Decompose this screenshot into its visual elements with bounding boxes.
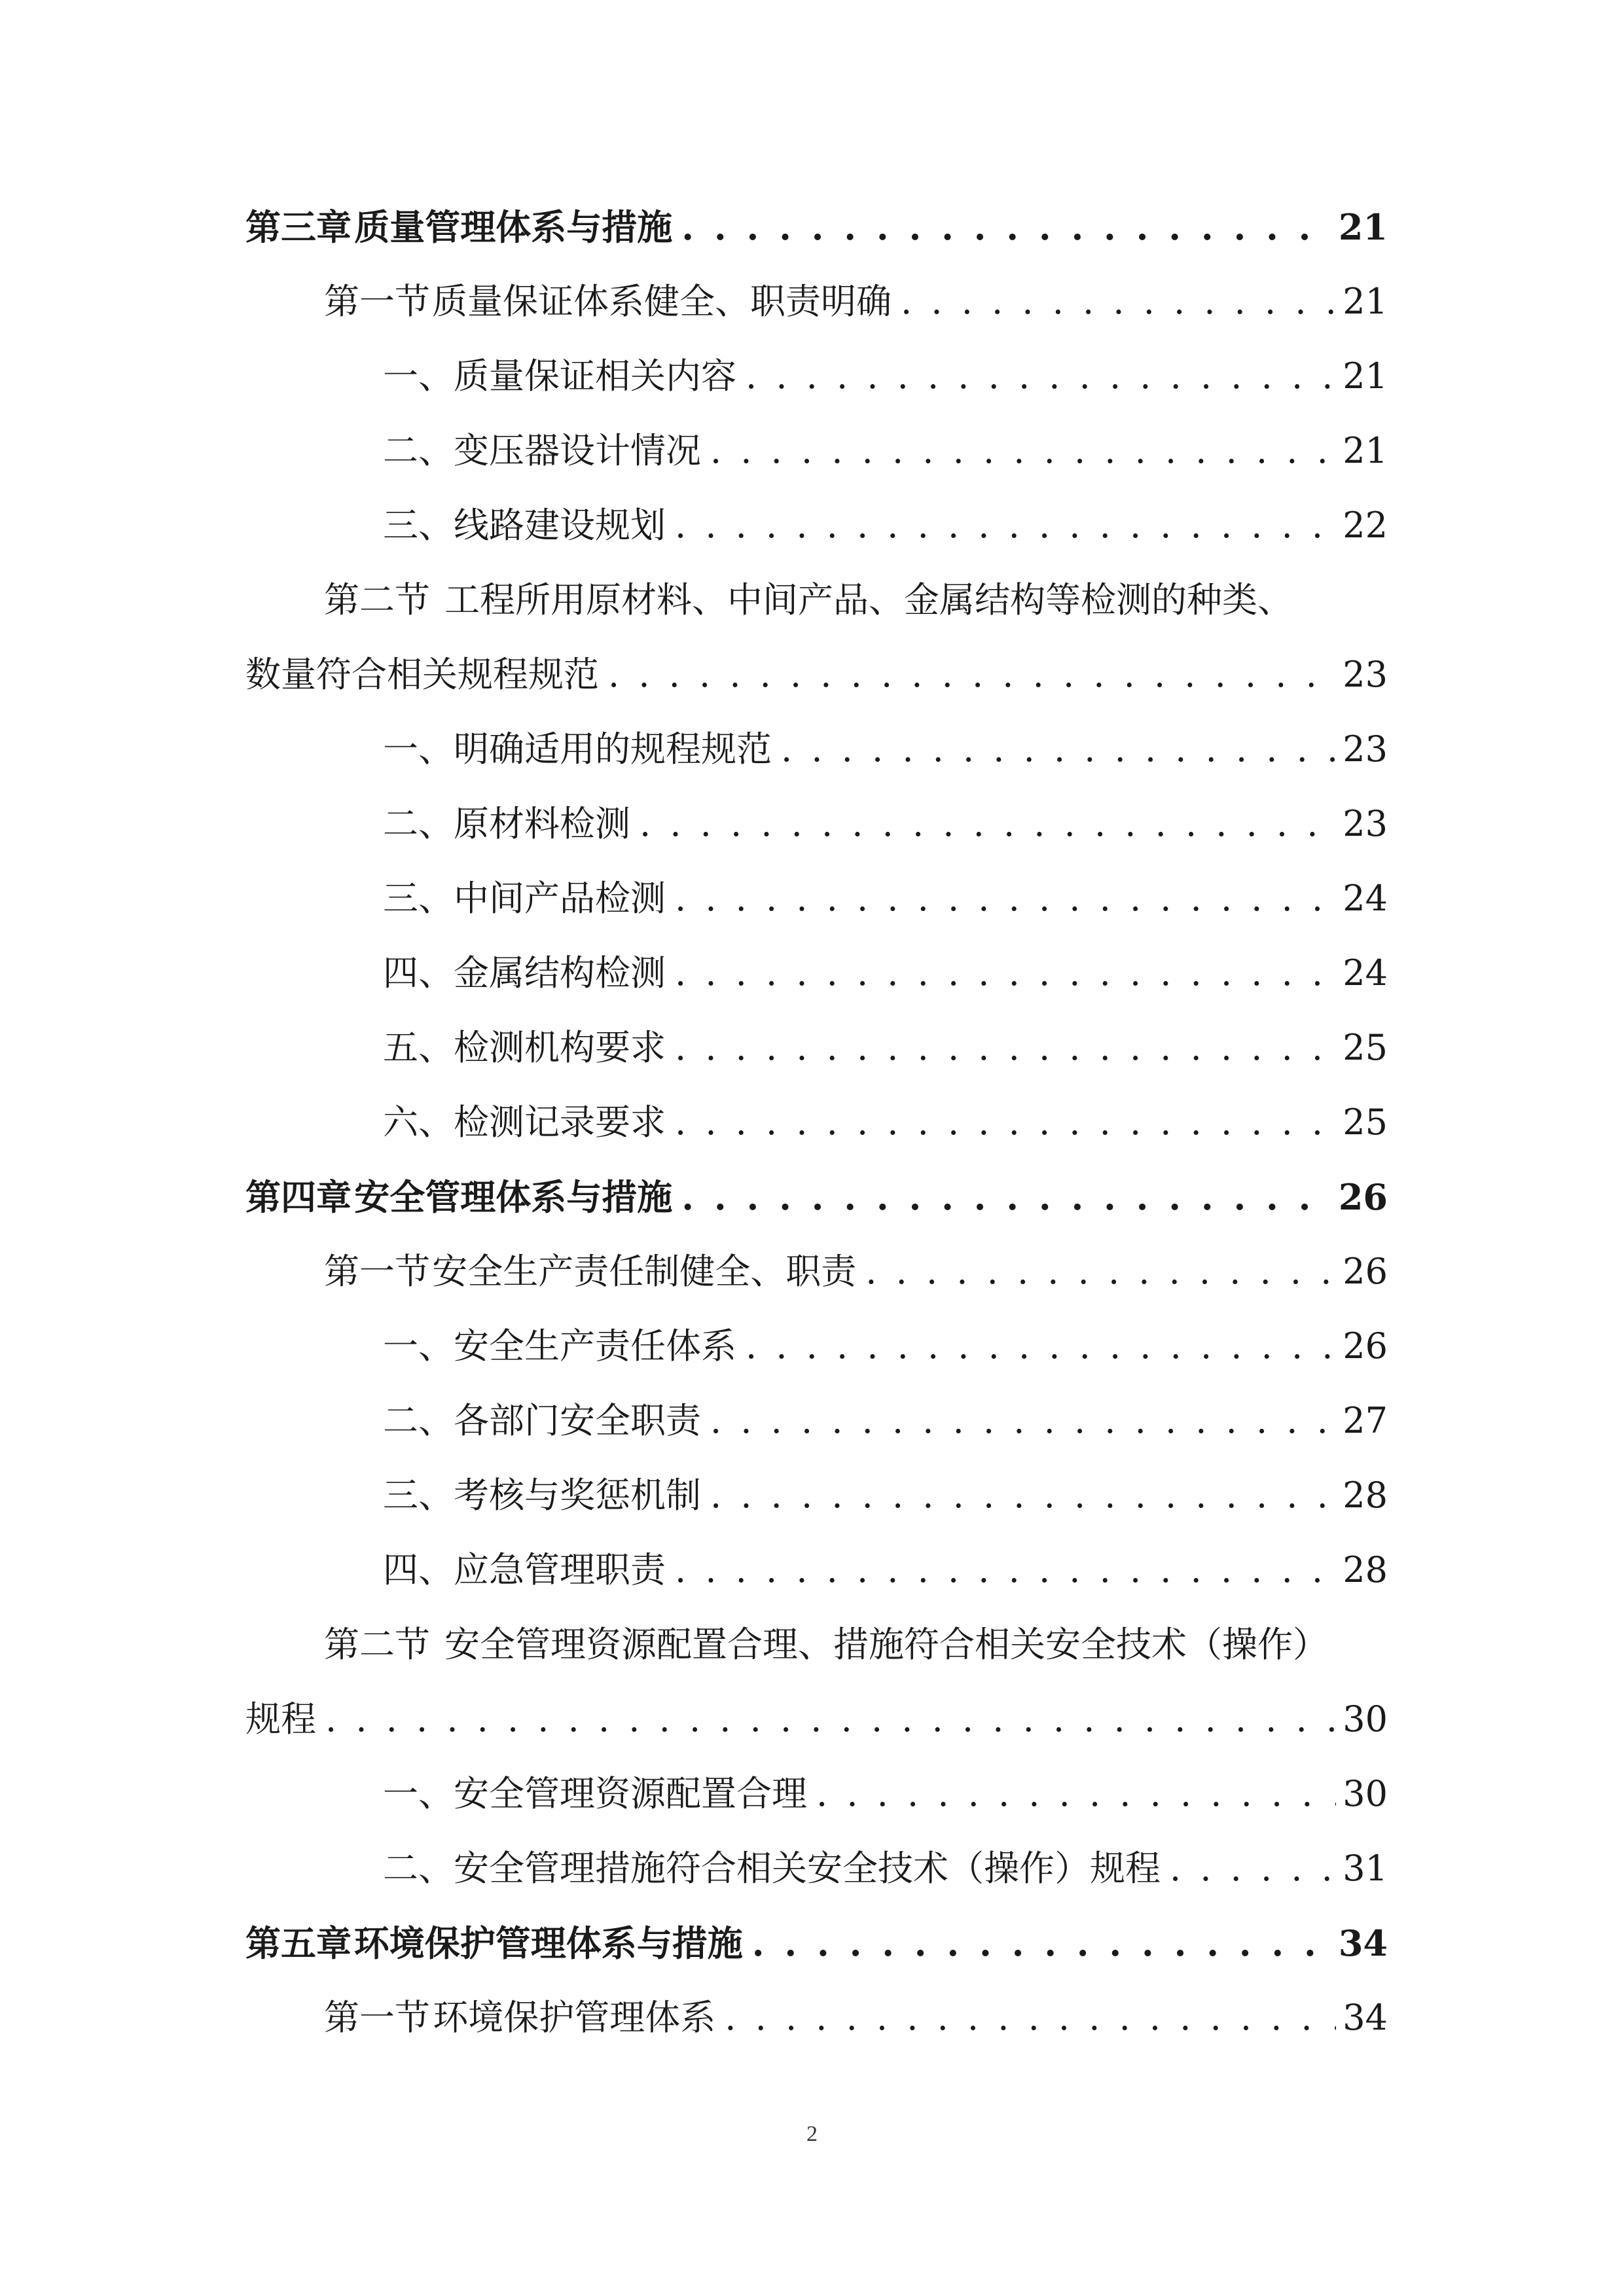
toc-leader-dots — [710, 1458, 1336, 1533]
toc-entry-page: 23 — [1343, 654, 1388, 695]
toc-item-4-2-2[interactable] — [245, 1831, 1388, 1906]
toc-entry-title: 工程所用原材料、中间产品、金属结构等检测的种类、 — [444, 579, 1293, 620]
toc-item-3-2-2[interactable] — [245, 787, 1388, 861]
toc-entry-prefix: 三、 — [383, 1475, 454, 1516]
toc-entry-prefix: 三、 — [383, 878, 454, 919]
toc-entry-prefix: 一、 — [383, 355, 454, 397]
toc-entry-prefix: 第一节 — [324, 1997, 430, 2038]
toc-leader-dots — [816, 1757, 1336, 1831]
toc-entry-prefix: 四、 — [383, 952, 454, 994]
toc-leader-dots — [675, 1011, 1336, 1085]
table-of-contents — [245, 190, 1388, 2055]
toc-entry-page: 25 — [1343, 1102, 1388, 1143]
toc-item-4-1-2[interactable] — [245, 1384, 1388, 1458]
toc-leader-dots — [675, 1533, 1336, 1607]
toc-leader-dots — [675, 1085, 1336, 1160]
toc-entry-title: 检测记录要求 — [454, 1102, 666, 1143]
toc-leader-dots — [675, 488, 1336, 563]
toc-entry-page: 24 — [1343, 878, 1388, 919]
toc-item-4-1-1[interactable] — [245, 1309, 1388, 1384]
toc-entry-page: 28 — [1343, 1549, 1388, 1590]
toc-entry-prefix: 第一节 — [324, 281, 430, 322]
toc-leader-dots — [1170, 1831, 1336, 1906]
toc-leader-dots — [752, 1906, 1332, 1981]
toc-leader-dots — [681, 1160, 1332, 1234]
toc-leader-dots — [608, 637, 1336, 712]
toc-entry-title: 质量保证体系健全、职责明确 — [432, 281, 892, 322]
toc-entry-prefix: 六、 — [383, 1102, 454, 1143]
toc-item-4-1-3[interactable] — [245, 1458, 1388, 1533]
toc-chapter-4[interactable] — [245, 1160, 1388, 1234]
toc-entry-page: 21 — [1343, 281, 1388, 322]
toc-entry-page: 31 — [1343, 1848, 1388, 1889]
toc-item-3-2-3[interactable] — [245, 861, 1388, 936]
toc-entry-prefix: 五、 — [383, 1027, 454, 1068]
toc-entry-page: 21 — [1338, 206, 1388, 248]
toc-entry-title-continued: 规程 — [245, 1698, 316, 1740]
toc-section-4-2[interactable] — [245, 1607, 1388, 1757]
toc-entry-prefix: 二、 — [383, 1848, 454, 1889]
toc-entry-title: 安全管理资源配置合理 — [454, 1773, 807, 1814]
toc-entry-page: 23 — [1343, 728, 1388, 770]
toc-entry-prefix: 一、 — [383, 1325, 454, 1367]
toc-entry-title-continued: 数量符合相关规程规范 — [245, 654, 599, 695]
toc-item-4-1-4[interactable] — [245, 1533, 1388, 1607]
toc-chapter-3[interactable] — [245, 190, 1388, 264]
toc-entry-page: 28 — [1343, 1475, 1388, 1516]
toc-leader-dots — [746, 1309, 1336, 1384]
toc-entry-prefix: 第三章 — [245, 206, 352, 248]
toc-entry-prefix: 一、 — [383, 728, 454, 770]
toc-entry-title: 中间产品检测 — [454, 878, 666, 919]
toc-item-3-2-1[interactable] — [245, 712, 1388, 787]
toc-item-3-2-4[interactable] — [245, 936, 1388, 1011]
toc-entry-prefix: 第五章 — [245, 1922, 352, 1964]
toc-entry-page: 23 — [1343, 803, 1388, 844]
toc-leader-dots — [901, 264, 1336, 339]
toc-leader-dots — [746, 339, 1336, 414]
toc-leader-dots — [675, 936, 1336, 1011]
toc-item-3-1-3[interactable] — [245, 488, 1388, 563]
toc-entry-prefix: 二、 — [383, 803, 454, 844]
toc-entry-page: 34 — [1343, 1997, 1388, 2038]
toc-entry-title: 检测机构要求 — [454, 1027, 666, 1068]
toc-leader-dots — [710, 1384, 1336, 1458]
toc-entry-page: 21 — [1343, 430, 1388, 471]
toc-item-3-1-1[interactable] — [245, 339, 1388, 414]
toc-entry-title: 质量管理体系与措施 — [354, 206, 673, 248]
toc-entry-title: 线路建设规划 — [454, 505, 666, 546]
toc-entry-page: 26 — [1343, 1251, 1388, 1292]
toc-section-5-1[interactable] — [245, 1981, 1388, 2055]
toc-entry-title: 原材料检测 — [454, 803, 630, 844]
toc-entry-prefix: 二、 — [383, 430, 454, 471]
toc-entry-prefix: 第四章 — [245, 1176, 352, 1218]
page-number: 2 — [806, 2122, 818, 2146]
toc-entry-prefix: 二、 — [383, 1400, 454, 1441]
toc-entry-page: 34 — [1338, 1922, 1388, 1964]
toc-entry-title: 各部门安全职责 — [454, 1400, 701, 1441]
toc-entry-page: 30 — [1343, 1698, 1388, 1740]
toc-leader-dots — [681, 190, 1332, 264]
toc-item-3-2-6[interactable] — [245, 1085, 1388, 1160]
toc-leader-dots — [325, 1682, 1336, 1757]
toc-entry-title: 环境保护管理体系 — [433, 1997, 716, 2038]
toc-section-3-2[interactable] — [245, 563, 1388, 712]
toc-item-3-2-5[interactable] — [245, 1011, 1388, 1085]
toc-entry-title: 金属结构检测 — [454, 952, 666, 994]
toc-entry-page: 26 — [1343, 1325, 1388, 1367]
toc-entry-prefix: 第一节 — [324, 1251, 430, 1292]
toc-entry-title: 变压器设计情况 — [454, 430, 701, 471]
toc-leader-dots — [865, 1234, 1336, 1309]
toc-leader-dots — [781, 712, 1336, 787]
toc-entry-prefix: 一、 — [383, 1773, 454, 1814]
toc-entry-prefix: 三、 — [383, 505, 454, 546]
toc-entry-page: 21 — [1343, 355, 1388, 397]
toc-entry-title: 安全生产责任体系 — [454, 1325, 736, 1367]
toc-entry-page: 25 — [1343, 1027, 1388, 1068]
toc-entry-title: 安全生产责任制健全、职责 — [432, 1251, 857, 1292]
toc-entry-title: 明确适用的规程规范 — [454, 728, 772, 770]
toc-entry-title: 考核与奖惩机制 — [454, 1475, 701, 1516]
toc-entry-page: 24 — [1343, 952, 1388, 994]
toc-entry-page: 27 — [1343, 1400, 1388, 1441]
toc-entry-title: 安全管理措施符合相关安全技术（操作）规程 — [454, 1848, 1161, 1889]
toc-leader-dots — [675, 861, 1336, 936]
toc-item-4-2-1[interactable] — [245, 1757, 1388, 1831]
toc-section-4-1[interactable] — [245, 1234, 1388, 1309]
toc-leader-dots — [725, 1981, 1336, 2055]
toc-entry-title: 质量保证相关内容 — [454, 355, 736, 397]
toc-section-3-1[interactable] — [245, 264, 1388, 339]
toc-entry-prefix: 第二节 — [324, 1624, 430, 1665]
toc-entry-title: 安全管理体系与措施 — [354, 1176, 673, 1218]
toc-item-3-1-2[interactable] — [245, 414, 1388, 488]
toc-entry-title: 环境保护管理体系与措施 — [353, 1922, 743, 1964]
toc-entry-title: 应急管理职责 — [454, 1549, 666, 1590]
toc-entry-prefix: 四、 — [383, 1549, 454, 1590]
toc-entry-title: 安全管理资源配置合理、措施符合相关安全技术（操作） — [444, 1624, 1328, 1665]
toc-chapter-5[interactable] — [245, 1906, 1388, 1981]
toc-leader-dots — [710, 414, 1336, 488]
toc-entry-prefix: 第二节 — [324, 579, 430, 620]
toc-entry-page: 30 — [1343, 1773, 1388, 1814]
toc-entry-page: 26 — [1338, 1176, 1388, 1218]
toc-leader-dots — [640, 787, 1336, 861]
toc-entry-page: 22 — [1343, 505, 1388, 546]
